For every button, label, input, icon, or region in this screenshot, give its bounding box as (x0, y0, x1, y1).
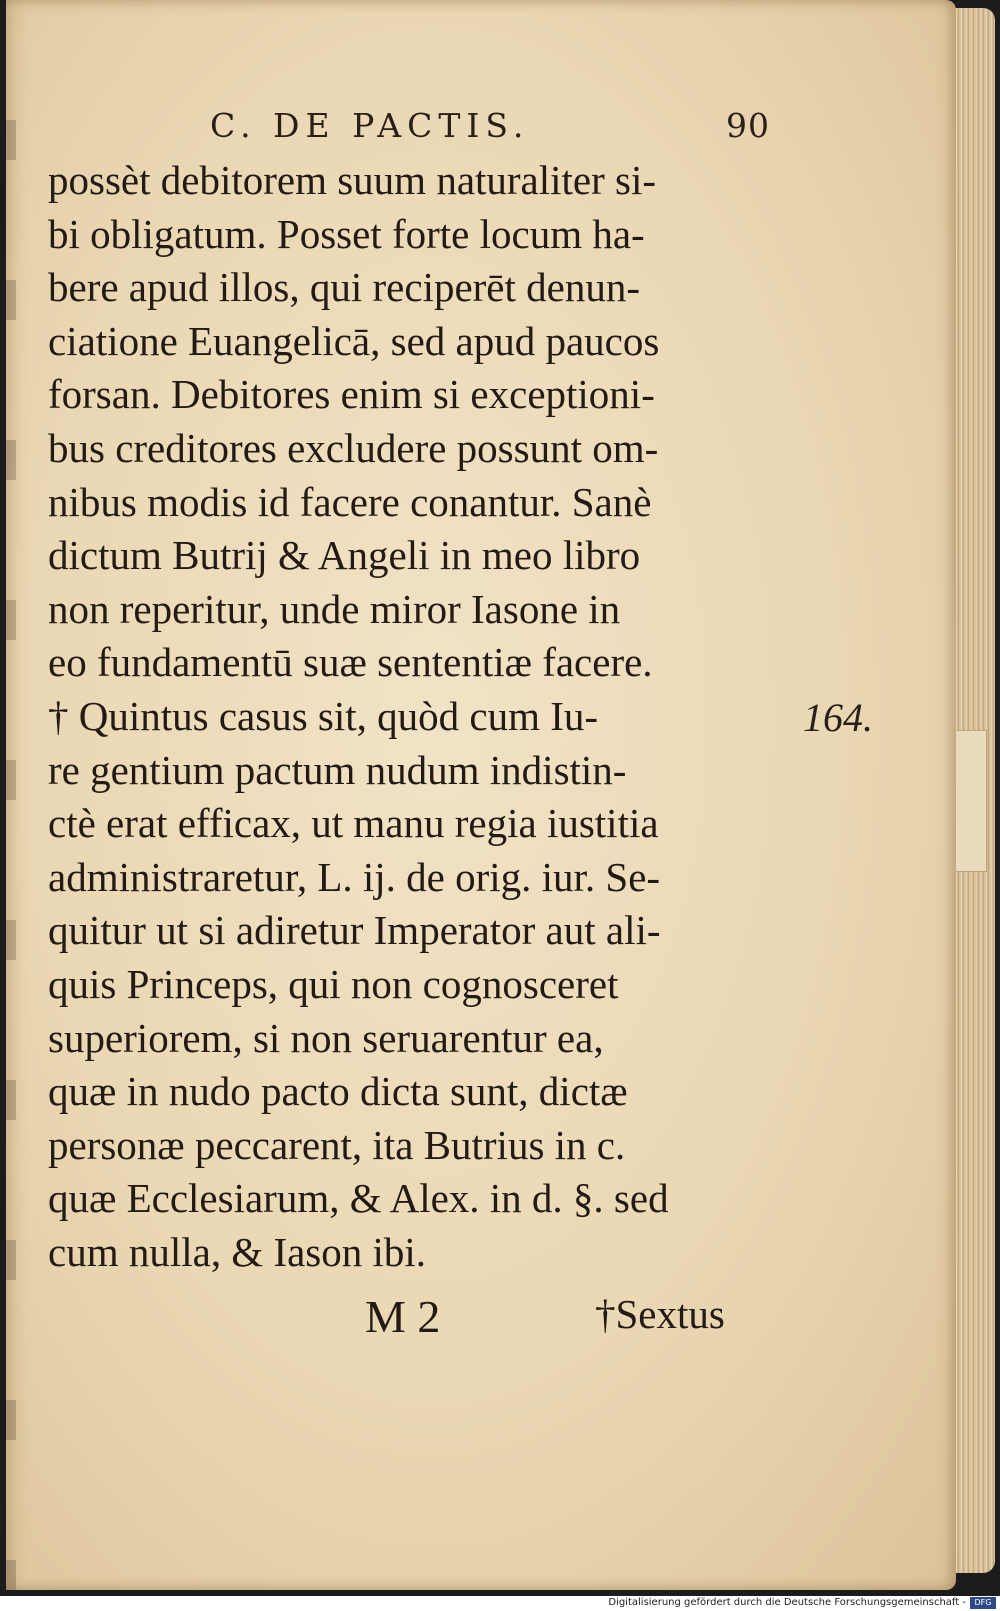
text-line: superiorem, si non seruarentur ea, (48, 1014, 604, 1061)
text-line: nibus modis id facere conantur. Sanè (48, 478, 652, 525)
text-line: non reperitur, unde miror Iasone in (48, 585, 621, 632)
text-line: re gentium pactum nudum indistin- (48, 746, 627, 793)
gutter-shadow (6, 0, 16, 1590)
text-line: administraretur, L. ij. de orig. iur. Se- (48, 853, 661, 900)
marginal-note: 164. (803, 695, 873, 740)
running-header (210, 98, 770, 150)
text-line: bus creditores excludere possunt om- (48, 424, 659, 471)
dfg-logo-icon: DFG (970, 1597, 996, 1609)
text-line: eo fundamentū suæ sententiæ facere. (48, 639, 653, 686)
signature-mark: M 2 (365, 1291, 441, 1342)
folio-number: 90 (726, 106, 770, 145)
running-title: C. DE PACTIS. (210, 106, 530, 145)
text-line: bere apud illos, qui reciperēt denun- (48, 264, 640, 311)
text-line: dictum Butrij & Angeli in meo libro (48, 532, 641, 579)
text-line: personæ peccarent, ita Butrius in c. (48, 1121, 626, 1168)
catchword: †Sextus (595, 1291, 725, 1337)
text-line: quæ Ecclesiarum, & Alex. in d. §. sed (48, 1175, 669, 1222)
text-line: cum nulla, & Iason ibi. (48, 1228, 427, 1275)
body-text (48, 154, 788, 1279)
text-line: ctè erat efficax, ut manu regia iustitia (48, 800, 659, 847)
text-line: ciatione Euangelicā, sed apud paucos (48, 317, 660, 364)
text-line: quis Princeps, qui non cognosceret (48, 960, 619, 1007)
text-line: bi obligatum. Posset forte locum ha- (48, 210, 645, 257)
text-line: possèt debitorem suum naturaliter si- (48, 157, 657, 203)
text-line: † Quintus casus sit, quòd cum Iu- (48, 692, 599, 739)
text-line: quæ in nudo pacto dicta sunt, dictæ (48, 1068, 628, 1115)
digitization-footer (0, 1596, 1000, 1611)
footer-credit: Digitalisierung gefördert durch die Deutsche Forschungsgemeinschaft - (608, 1597, 966, 1608)
text-line: quitur ut si adiretur Imperator aut ali- (48, 907, 661, 954)
text-line: forsan. Debitores enim si exceptioni- (48, 371, 655, 418)
